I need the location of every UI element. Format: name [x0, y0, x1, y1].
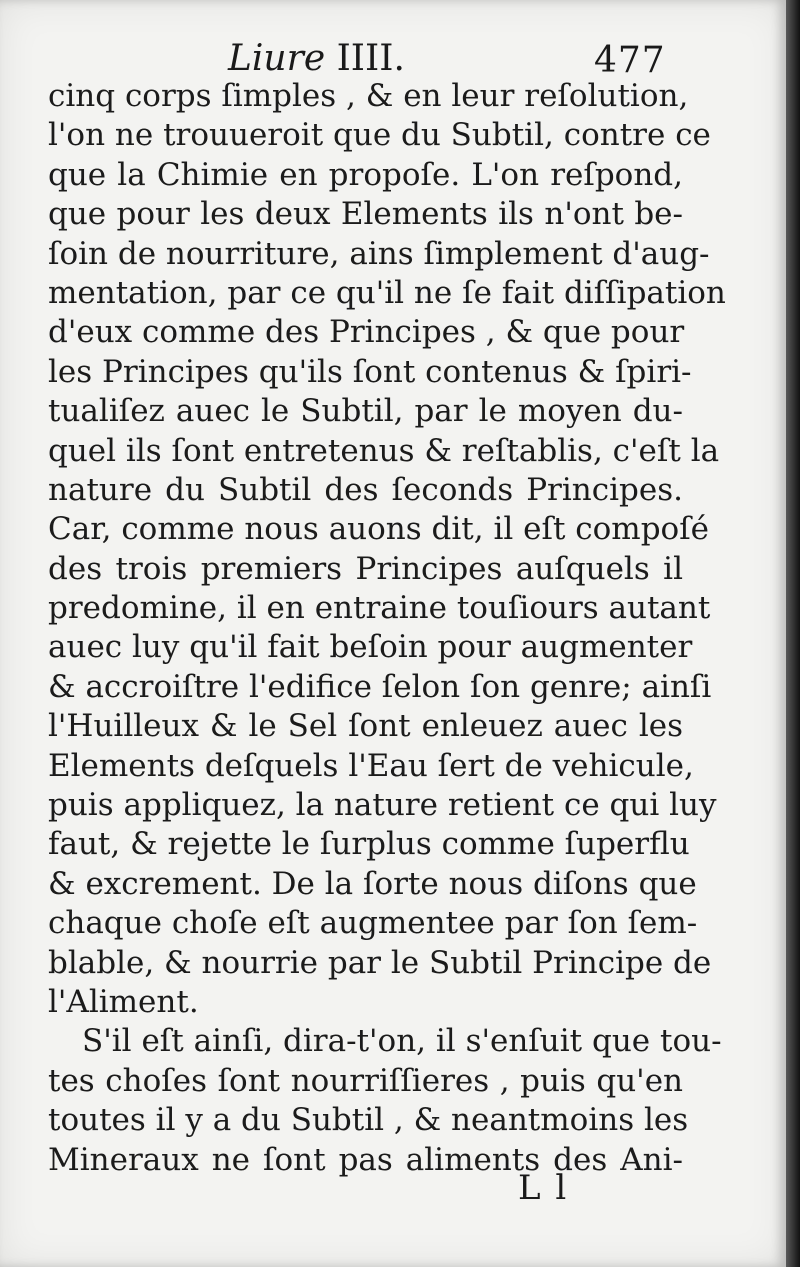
text-line: & accroiſtre l'edifice ſelon ſon genre; ainſi	[48, 668, 712, 705]
text-line: tualiſez auec le Subtil, par le moyen du-	[48, 393, 683, 430]
text-line: chaque choſe eſt augmentee par ſon ſem-	[48, 905, 698, 942]
text-line: & excrement. De la ſorte nous diſons que	[48, 865, 697, 902]
text-line: auec luy qu'il fait beſoin pour augmenter	[48, 629, 693, 666]
text-line: nature du Subtil des ſeconds Principes.	[48, 471, 683, 508]
text-line: quel ils ſont entretenus & reſtablis, c'eſt la	[48, 432, 720, 469]
text-line: cinq corps ſimples , & en leur reſolution,	[48, 78, 689, 114]
text-line: tes choſes ſont nourriſſieres , puis qu'en	[48, 1062, 683, 1099]
text-line: l'on ne trouueroit que du Subtil, contre ce	[48, 117, 711, 154]
text-line: ſoin de nourriture, ains ſimplement d'aug-	[48, 235, 710, 272]
body-text	[48, 77, 726, 1180]
signature-mark: L l	[518, 1168, 569, 1208]
text-line: predomine, il en entraine touſiours autant	[48, 590, 711, 627]
text-line: puis appliquez, la nature retient ce qui luy	[48, 787, 717, 824]
text-line: S'il eſt ainſi, dira-t'on, il s'enſuit que tou-	[82, 1023, 722, 1060]
text-line: blable, & nourrie par le Subtil Principe de	[48, 944, 712, 981]
text-line: que la Chimie en propoſe. L'on reſpond,	[48, 156, 683, 193]
text-line: toutes il y a du Subtil , & neantmoins les	[48, 1102, 689, 1139]
text-line: Elements deſquels l'Eau ſert de vehicule,	[48, 747, 694, 784]
text-line: les Principes qu'ils ſont contenus & ſpiri-	[48, 353, 692, 390]
page-number: 477	[594, 40, 666, 81]
text-line: l'Aliment.	[48, 983, 199, 1020]
text-line: d'eux comme des Principes , & que pour	[48, 314, 685, 351]
text-line: l'Huilleux & le Sel ſont enleuez auec les	[48, 708, 683, 745]
text-line: des trois premiers Principes auſquels il	[48, 550, 683, 587]
text-line: Mineraux ne ſont pas aliments des Ani-	[48, 1141, 683, 1178]
text-line: faut, & rejette le ſurplus comme ſuperflu	[48, 826, 690, 863]
running-title: Liure IIII.	[228, 38, 405, 79]
text-line: Car, comme nous auons dit, il eſt compoſé	[48, 511, 710, 548]
text-line: mentation, par ce qu'il ne ſe fait diſſipation	[48, 274, 726, 311]
page-edge-shadow	[786, 0, 800, 1267]
text-line: que pour les deux Elements ils n'ont be-	[48, 196, 683, 233]
